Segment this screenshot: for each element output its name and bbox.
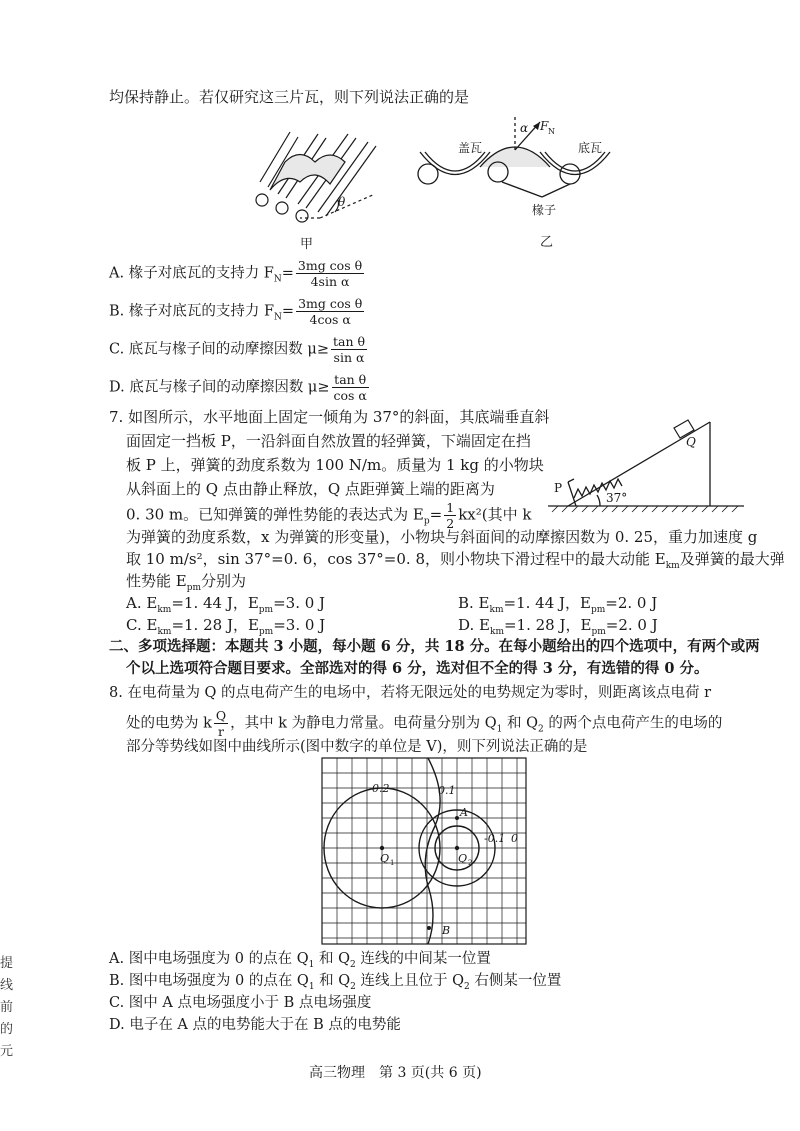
theta-label: θ — [338, 195, 346, 209]
q7-option-b: B. $E_{km}=1$. 44 J，$E_{pm}=2$. 0 J — [458, 594, 658, 615]
tiles-cross-section — [418, 117, 610, 197]
section2-line-2: 个以上选项符合题目要求。全部选对的得 6 分，选对但不全的得 3 分，有选错的得 0 分。 — [126, 660, 709, 677]
q7-line-2: 面固定一挡板 P，一沿斜面自然放置的轻弹簧，下端固定在挡 — [126, 432, 531, 450]
ground-hatching — [552, 506, 738, 512]
force-sub-label: N — [548, 127, 555, 136]
q6-option-b: B. 椽子对底瓦的支持力 $F_N=$ $\frac{\text{3mg cos θ}}{\text{4cos α}}$ — [109, 296, 363, 327]
label-q1: Q — [380, 852, 390, 865]
p-label: P — [554, 481, 563, 495]
side-char-4: 的 — [0, 1022, 14, 1037]
label-q2: Q — [458, 852, 468, 865]
q8-line-2: 处的电势为 k $\frac{Q}{r}$ ，其中 k 为静电力常量。电荷量分别为 $Q_1$ 和 $Q_2$ 的两个点电荷产生的电场的 — [126, 708, 723, 739]
alpha-label: α — [520, 121, 529, 135]
q-label: Q — [686, 435, 696, 449]
caption-yi: 乙 — [540, 235, 554, 250]
q8-line-3: 部分等势线如图中曲线所示(图中数字的单位是 V)，则下列说法正确的是 — [126, 739, 588, 755]
q6-option-c: C. 底瓦与椽子间的动摩擦因数 μ≥ $\frac{\text{tan θ}}{\text{sin α}}$ — [109, 334, 366, 365]
label-minus-0-1: -0.1 — [484, 832, 506, 845]
point-b — [427, 926, 431, 930]
q7-option-a: A. $E_{km}=1$. 44 J，$E_{pm}=3$. 0 J — [126, 594, 326, 615]
q2-charge — [455, 846, 459, 850]
label-zero: 0 — [511, 832, 518, 845]
label-0-2: 0.2 — [372, 782, 390, 795]
q8-option-a: A. 图中电场强度为 0 的点在 $Q_1$ 和 $Q_2$ 连线的中间某一位置 — [109, 951, 491, 970]
force-label: F — [540, 119, 549, 133]
q7-option-d: D. $E_{km}=1$. 28 J，$E_{pm}=2$. 0 J — [458, 616, 658, 637]
q7-line-1: 7. 如图所示，水平地面上固定一倾角为 37°的斜面，其底端垂直斜 — [109, 408, 550, 426]
q7-line-8: 性势能 $E_{pm}$分别为 — [126, 572, 247, 593]
tiles-figure — [240, 112, 620, 252]
q7-line-5: 0. 30 m。已知弹簧的弹性势能的表达式为 $E_p=$ $\frac{1}{2}$ kx²(其中 k — [126, 500, 532, 531]
side-char-2: 线 — [0, 978, 14, 993]
gai-wa-label: 盖瓦 — [458, 141, 483, 155]
di-wa-label: 底瓦 — [578, 141, 603, 155]
section2-line-1: 二、多项选择题：本题共 3 小题，每小题 6 分，共 18 分。在每小题给出的四个选项中，有两个或两 — [109, 638, 760, 655]
label-0-1: 0.1 — [438, 784, 456, 797]
q6-option-d: D. 底瓦与椽子间的动摩擦因数 μ≥ $\frac{\text{tan θ}}{\text{cos α}}$ — [109, 372, 367, 403]
side-char-3: 前 — [0, 1000, 14, 1015]
equipotential-figure — [320, 756, 530, 948]
q6-intro: 均保持静止。若仅研究这三片瓦，则下列说法正确的是 — [109, 88, 470, 106]
side-char-5: 元 — [0, 1044, 14, 1059]
q6-option-a: A. 椽子对底瓦的支持力 $F_N=$ $\frac{\text{3mg cos θ}}{\text{4sin α}}$ — [109, 258, 363, 289]
side-char-1: 提 — [0, 956, 14, 971]
q7-line-6: 为弹簧的劲度系数，x 为弹簧的形变量)，小物块与斜面间的动摩擦因数为 0. 25，重力加速度 g — [126, 528, 758, 546]
label-q1-sub: 1 — [390, 859, 395, 867]
q8-option-c: C. 图中 A 点电场强度小于 B 点电场强度 — [109, 995, 372, 1011]
caption-jia: 甲 — [300, 237, 314, 252]
label-b: B — [442, 924, 451, 937]
q8-option-d: D. 电子在 A 点的电势能大于在 B 点的电势能 — [109, 1017, 401, 1033]
q7-option-c: C. $E_{km}=1$. 28 J，$E_{pm}=3$. 0 J — [126, 616, 326, 637]
label-q2-sub: 2 — [468, 859, 473, 867]
q8-option-b: B. 图中电场强度为 0 的点在 $Q_1$ 和 $Q_2$ 连线上且位于 $Q_2$ 右侧某一位置 — [109, 973, 562, 992]
angle-label: 37° — [606, 491, 628, 505]
equipotential-curves — [324, 758, 495, 944]
label-a: A — [460, 806, 468, 819]
page-footer: 高三物理 第 3 页(共 6 页) — [309, 1065, 482, 1081]
q7-line-3: 板 P 上，弹簧的劲度系数为 100 N/m。质量为 1 kg 的小物块 — [126, 456, 544, 474]
incline-figure — [548, 402, 748, 520]
point-a — [455, 816, 459, 820]
tiles-perspective-drawing — [256, 132, 376, 222]
chuan-zi-label: 椽子 — [532, 203, 557, 217]
q8-line-1: 8. 在电荷量为 Q 的点电荷产生的电场中，若将无限远处的电势规定为零时，则距离该点电荷 r — [109, 685, 712, 701]
q1-charge — [380, 846, 384, 850]
q7-line-4: 从斜面上的 Q 点由静止释放，Q 点距弹簧上端的距离为 — [126, 480, 495, 498]
q7-line-7: 取 10 m/s²，sin 37°=0. 6，cos 37°=0. 8，则小物块下滑过程中的最大动能 $E_{km}$及弹簧的最大弹 — [126, 550, 785, 571]
